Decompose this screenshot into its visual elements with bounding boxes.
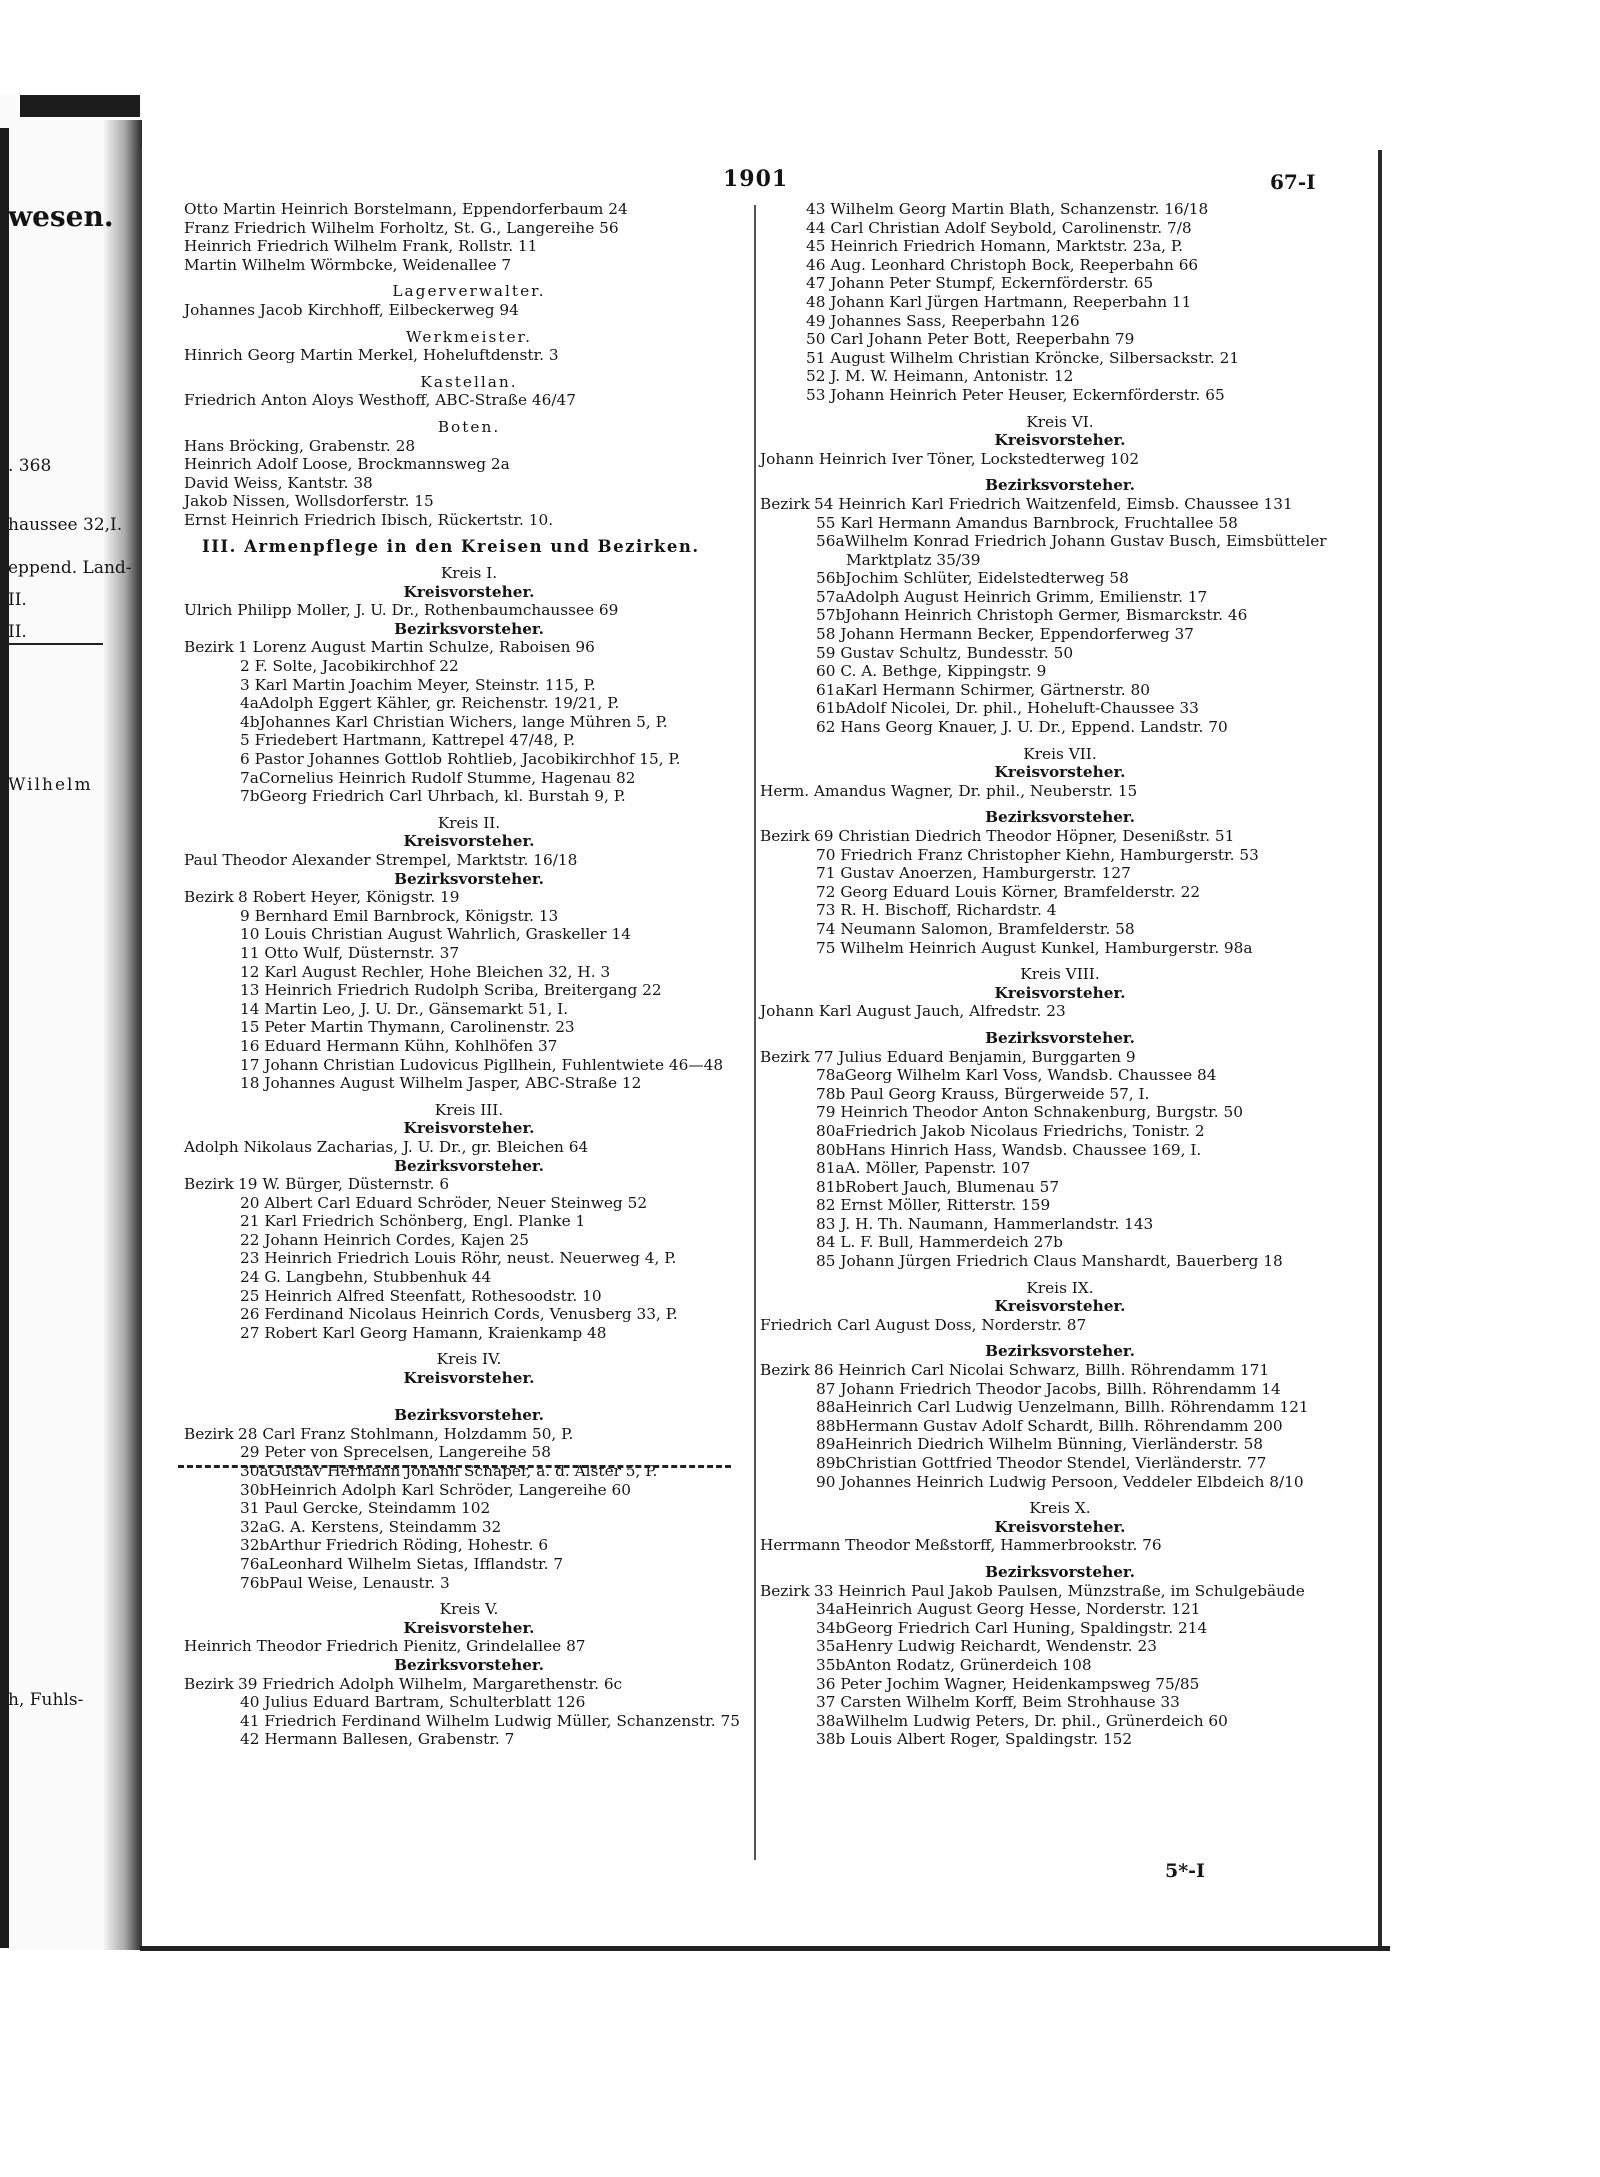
- list-item: 57bJohann Heinrich Christoph Germer, Bismarckstr. 46: [816, 606, 1248, 625]
- prev-fragment: II.: [8, 590, 27, 610]
- list-item: 36 Peter Jochim Wagner, Heidenkampsweg 75/85: [816, 1674, 1200, 1693]
- list-item: 11 Otto Wulf, Düsternstr. 37: [240, 943, 460, 962]
- kreis-title: Kreis IV.: [436, 1350, 502, 1369]
- previous-page-top-shadow: [20, 95, 140, 117]
- list-item: 21 Karl Friedrich Schönberg, Engl. Planke 1: [240, 1212, 586, 1231]
- list-item: 61aKarl Hermann Schirmer, Gärtnerstr. 80: [816, 680, 1150, 699]
- bezirk-label: Bezirk: [184, 638, 234, 657]
- list-item: 50 Carl Johann Peter Bott, Reeperbahn 79: [806, 330, 1135, 349]
- left-column: [184, 200, 754, 1749]
- list-item: 27 Robert Karl Georg Hamann, Kraienkamp 48: [240, 1323, 607, 1342]
- list-item: 55 Karl Hermann Amandus Barnbrock, Fruchtallee 58: [816, 513, 1238, 532]
- list-item: 43 Wilhelm Georg Martin Blath, Schanzenstr. 16/18: [806, 200, 1209, 218]
- list-item: Hans Bröcking, Grabenstr. 28: [184, 436, 416, 455]
- list-item: Johann Heinrich Iver Töner, Lockstedterweg 102: [760, 449, 1140, 468]
- list-item: 84 L. F. Bull, Hammerdeich 27b: [816, 1233, 1063, 1252]
- list-item: 77 Julius Eduard Benjamin, Burggarten 9: [814, 1047, 1136, 1066]
- list-item: 41 Friedrich Ferdinand Wilhelm Ludwig Müller, Schanzenstr. 75: [240, 1711, 740, 1730]
- dashed-separator: [178, 1465, 731, 1468]
- list-item: 38b Louis Albert Roger, Spaldingstr. 152: [816, 1730, 1133, 1749]
- section-title: III. Armenpflege in den Kreisen und Bezirken.: [202, 536, 700, 556]
- list-item: 88bHermann Gustav Adolf Schardt, Billh. Röhrendamm 200: [816, 1416, 1283, 1435]
- list-item: 48 Johann Karl Jürgen Hartmann, Reeperbahn 11: [806, 292, 1192, 311]
- page-year: 1901: [723, 166, 789, 192]
- list-item: Johannes Jacob Kirchhoff, Eilbeckerweg 94: [184, 300, 519, 319]
- list-item: 59 Gustav Schultz, Bundesstr. 50: [816, 643, 1074, 662]
- kreis-title: Kreis V.: [439, 1600, 499, 1619]
- list-item: 5 Friedebert Hartmann, Kattrepel 47/48, P.: [240, 731, 576, 750]
- list-item: 4bJohannes Karl Christian Wichers, lange Mühren 5, P.: [240, 712, 668, 731]
- bezirk-label: Bezirk: [760, 494, 810, 513]
- list-item: David Weiss, Kantstr. 38: [184, 473, 373, 492]
- list-item: 25 Heinrich Alfred Steenfatt, Rothesoodstr. 10: [240, 1286, 602, 1305]
- list-item: 7aCornelius Heinrich Rudolf Stumme, Hagenau 82: [240, 768, 636, 787]
- bezirk-label: Bezirk: [760, 1581, 810, 1600]
- list-item: Jakob Nissen, Wollsdorferstr. 15: [184, 492, 434, 511]
- list-item: 10 Louis Christian August Wahrlich, Graskeller 14: [240, 925, 631, 944]
- list-item: 89bChristian Gottfried Theodor Stendel, Vierländerstr. 77: [816, 1454, 1267, 1472]
- subheading: Kreisvorsteher.: [994, 1297, 1126, 1316]
- page-bottom-edge: [140, 1946, 1390, 1951]
- list-item: Marktplatz 35/39: [846, 550, 981, 569]
- list-item: 29 Peter von Sprecelsen, Langereihe 58: [240, 1443, 552, 1462]
- list-item: 54 Heinrich Karl Friedrich Waitzenfeld, Eimsb. Chaussee 131: [814, 494, 1293, 513]
- list-item: 4aAdolph Eggert Kähler, gr. Reichenstr. 19/21, P.: [240, 694, 620, 713]
- list-item: 80bHans Hinrich Hass, Wandsb. Chaussee 169, I.: [816, 1140, 1202, 1159]
- list-item: 62 Hans Georg Knauer, J. U. Dr., Eppend. Landstr. 70: [816, 718, 1228, 737]
- page-right-edge: [1378, 150, 1382, 1948]
- subheading: Kreisvorsteher.: [994, 1517, 1126, 1536]
- list-item: 33 Heinrich Paul Jakob Paulsen, Münzstraße, im Schulgebäude: [814, 1581, 1305, 1600]
- list-item: 78aGeorg Wilhelm Karl Voss, Wandsb. Chaussee 84: [816, 1066, 1217, 1085]
- subheading: Bezirksvorsteher.: [394, 869, 544, 888]
- subheading: Bezirksvorsteher.: [394, 1655, 544, 1674]
- list-item: 79 Heinrich Theodor Anton Schnakenburg, Burgstr. 50: [816, 1103, 1243, 1122]
- list-item: 49 Johannes Sass, Reeperbahn 126: [806, 311, 1080, 330]
- list-item: Franz Friedrich Wilhelm Forholtz, St. G., Langereihe 56: [184, 218, 619, 237]
- list-item: Johann Karl August Jauch, Alfredstr. 23: [760, 1002, 1066, 1021]
- prev-rule: [8, 643, 103, 645]
- list-item: 83 J. H. Th. Naumann, Hammerlandstr. 143: [816, 1214, 1154, 1233]
- list-item: 30aGustav Hermann Johann Schaper, a. d. Alster 5, P.: [240, 1462, 658, 1480]
- prev-fragment: II.: [8, 622, 27, 642]
- list-item: 74 Neumann Salomon, Bramfelderstr. 58: [816, 919, 1135, 938]
- kreis-title: Kreis I.: [440, 564, 498, 583]
- bezirk-label: Bezirk: [184, 888, 234, 907]
- list-item: Ulrich Philipp Moller, J. U. Dr., Rothenbaumchaussee 69: [184, 601, 619, 620]
- list-item: 45 Heinrich Friedrich Homann, Marktstr. 23a, P.: [806, 237, 1183, 256]
- bezirk-label: Bezirk: [760, 1047, 810, 1066]
- subheading: Kreisvorsteher.: [994, 763, 1126, 782]
- prev-fragment: haussee 32,I.: [8, 515, 123, 535]
- bezirk-label: Bezirk: [184, 1424, 234, 1443]
- list-item: 52 J. M. W. Heimann, Antonistr. 12: [806, 367, 1074, 386]
- list-item: Adolph Nikolaus Zacharias, J. U. Dr., gr. Bleichen 64: [184, 1137, 589, 1156]
- list-item: 57aAdolph August Heinrich Grimm, Emilienstr. 17: [816, 587, 1208, 606]
- list-item: 80aFriedrich Jakob Nicolaus Friedrichs, Tonistr. 2: [816, 1121, 1205, 1140]
- subheading: Bezirksvorsteher.: [985, 808, 1135, 827]
- list-item: Friedrich Carl August Doss, Norderstr. 87: [760, 1315, 1087, 1334]
- list-item: 26 Ferdinand Nicolaus Heinrich Cords, Venusberg 33, P.: [240, 1305, 678, 1324]
- list-item: 42 Hermann Ballesen, Grabenstr. 7: [240, 1730, 515, 1749]
- list-item: 22 Johann Heinrich Cordes, Kajen 25: [240, 1230, 529, 1249]
- subheading: Kreisvorsteher.: [994, 983, 1126, 1002]
- kreis-title: Kreis III.: [434, 1100, 504, 1119]
- list-item: 90 Johannes Heinrich Ludwig Persoon, Veddeler Elbdeich 8/10: [816, 1472, 1304, 1491]
- kreis-title: Kreis VI.: [1026, 412, 1094, 431]
- page-number: 67-I: [1270, 170, 1316, 194]
- subheading: Kreisvorsteher.: [403, 582, 535, 601]
- list-item: Heinrich Theodor Friedrich Pienitz, Grindelallee 87: [184, 1637, 586, 1656]
- list-item: 72 Georg Eduard Louis Körner, Bramfelderstr. 22: [816, 882, 1201, 901]
- blank-line: [184, 1388, 754, 1407]
- subheading: Bezirksvorsteher.: [985, 1342, 1135, 1361]
- list-item: 3 Karl Martin Joachim Meyer, Steinstr. 115, P.: [240, 675, 596, 694]
- section-heading: Werkmeister.: [405, 327, 533, 346]
- list-item: 78b Paul Georg Krauss, Bürgerweide 57, I.: [816, 1084, 1150, 1103]
- list-item: 31 Paul Gercke, Steindamm 102: [240, 1499, 491, 1518]
- list-item: Herrmann Theodor Meßstorff, Hammerbrookstr. 76: [760, 1536, 1162, 1555]
- list-item: 89aHeinrich Diedrich Wilhelm Bünning, Vierländerstr. 58: [816, 1435, 1264, 1454]
- bezirk-label: Bezirk: [184, 1175, 234, 1194]
- list-item: 20 Albert Carl Eduard Schröder, Neuer Steinweg 52: [240, 1193, 648, 1212]
- list-item: Otto Martin Heinrich Borstelmann, Eppendorferbaum 24: [184, 200, 628, 218]
- subheading: Kreisvorsteher.: [403, 832, 535, 851]
- column-divider: [754, 205, 756, 1860]
- list-item: 9 Bernhard Emil Barnbrock, Königstr. 13: [240, 906, 559, 925]
- subheading: Kreisvorsteher.: [994, 431, 1126, 450]
- list-item: 7bGeorg Friedrich Carl Uhrbach, kl. Burstah 9, P.: [240, 787, 626, 806]
- list-item: 28 Carl Franz Stohlmann, Holzdamm 50, P.: [238, 1424, 574, 1443]
- list-item: 81bRobert Jauch, Blumenau 57: [816, 1177, 1060, 1196]
- kreis-title: Kreis VIII.: [1020, 965, 1100, 984]
- prev-fragment: eppend. Land-: [8, 558, 132, 578]
- section-heading: Lagerverwalter.: [392, 282, 546, 301]
- signature-mark: 5*-I: [1165, 1860, 1205, 1882]
- list-item: 86 Heinrich Carl Nicolai Schwarz, Billh. Röhrendamm 171: [814, 1361, 1270, 1380]
- list-item: 75 Wilhelm Heinrich August Kunkel, Hamburgerstr. 98a: [816, 938, 1253, 957]
- list-item: Friedrich Anton Aloys Westhoff, ABC-Straße 46/47: [184, 391, 576, 410]
- list-item: 60 C. A. Bethge, Kippingstr. 9: [816, 662, 1047, 681]
- prev-fragment: wesen.: [8, 200, 114, 233]
- list-item: Herm. Amandus Wagner, Dr. phil., Neuberstr. 15: [760, 781, 1138, 800]
- subheading: Bezirksvorsteher.: [394, 619, 544, 638]
- list-item: 32bArthur Friedrich Röding, Hohestr. 6: [240, 1536, 549, 1555]
- list-item: 23 Heinrich Friedrich Louis Röhr, neust. Neuerweg 4, P.: [240, 1249, 677, 1268]
- list-item: 37 Carsten Wilhelm Korff, Beim Strohhause 33: [816, 1693, 1180, 1712]
- kreis-title: Kreis VII.: [1023, 744, 1097, 763]
- list-item: 61bAdolf Nicolei, Dr. phil., Hoheluft-Chaussee 33: [816, 699, 1199, 718]
- list-item: 70 Friedrich Franz Christopher Kiehn, Hamburgerstr. 53: [816, 845, 1259, 864]
- list-item: 82 Ernst Möller, Ritterstr. 159: [816, 1196, 1051, 1215]
- list-item: 69 Christian Diedrich Theodor Höpner, Desenißstr. 51: [814, 827, 1235, 845]
- list-item: 88aHeinrich Carl Ludwig Uenzelmann, Billh. Röhrendamm 121: [816, 1398, 1309, 1417]
- kreis-title: Kreis IX.: [1026, 1278, 1094, 1297]
- list-item: 81aA. Möller, Papenstr. 107: [816, 1159, 1031, 1178]
- list-item: 1 Lorenz August Martin Schulze, Raboisen 96: [238, 638, 595, 657]
- list-item: 47 Johann Peter Stumpf, Eckernförderstr. 65: [806, 274, 1154, 293]
- subheading: Kreisvorsteher.: [403, 1369, 535, 1388]
- list-item: 16 Eduard Hermann Kühn, Kohlhöfen 37: [240, 1036, 558, 1055]
- list-item: 35aHenry Ludwig Reichardt, Wendenstr. 23: [816, 1637, 1157, 1656]
- list-item: 24 G. Langbehn, Stubbenhuk 44: [240, 1268, 492, 1287]
- list-item: Paul Theodor Alexander Strempel, Marktstr. 16/18: [184, 851, 578, 869]
- list-item: 53 Johann Heinrich Peter Heuser, Eckernförderstr. 65: [806, 385, 1225, 404]
- list-item: 12 Karl August Rechler, Hohe Bleichen 32, H. 3: [240, 962, 611, 981]
- bezirk-label: Bezirk: [760, 1361, 810, 1380]
- list-item: 58 Johann Hermann Becker, Eppendorferweg 37: [816, 625, 1194, 644]
- list-item: 40 Julius Eduard Bartram, Schulterblatt 126: [240, 1693, 586, 1712]
- list-item: 14 Martin Leo, J. U. Dr., Gänsemarkt 51, I.: [240, 999, 569, 1018]
- list-item: 19 W. Bürger, Düsternstr. 6: [238, 1175, 450, 1194]
- subheading: Bezirksvorsteher.: [985, 1028, 1135, 1047]
- list-item: 15 Peter Martin Thymann, Carolinenstr. 23: [240, 1018, 575, 1037]
- list-item: 17 Johann Christian Ludovicus Pigllhein, Fuhlentwiete 46—48: [240, 1055, 724, 1074]
- subheading: Bezirksvorsteher.: [394, 1406, 544, 1425]
- list-item: 51 August Wilhelm Christian Kröncke, Silbersackstr. 21: [806, 348, 1240, 367]
- list-item: 73 R. H. Bischoff, Richardstr. 4: [816, 901, 1057, 920]
- list-item: 44 Carl Christian Adolf Seybold, Carolinenstr. 7/8: [806, 218, 1192, 237]
- list-item: 38aWilhelm Ludwig Peters, Dr. phil., Grünerdeich 60: [816, 1711, 1228, 1730]
- kreis-title: Kreis II.: [437, 813, 501, 832]
- list-item: 46 Aug. Leonhard Christoph Bock, Reeperbahn 66: [806, 255, 1199, 274]
- list-item: 8 Robert Heyer, Königstr. 19: [238, 888, 460, 907]
- list-item: Heinrich Adolf Loose, Brockmannsweg 2a: [184, 455, 510, 474]
- list-item: 18 Johannes August Wilhelm Jasper, ABC-Straße 12: [240, 1074, 642, 1093]
- list-item: 85 Johann Jürgen Friedrich Claus Manshardt, Bauerberg 18: [816, 1252, 1283, 1271]
- section-heading: Kastellan.: [420, 372, 518, 391]
- list-item: 2 F. Solte, Jacobikirchhof 22: [240, 657, 459, 676]
- list-item: 76bPaul Weise, Lenaustr. 3: [240, 1573, 450, 1592]
- right-column: [760, 200, 1360, 1749]
- list-item: 30bHeinrich Adolph Karl Schröder, Langereihe 60: [240, 1480, 632, 1499]
- prev-fragment: Wilhelm: [8, 775, 93, 795]
- subheading: Kreisvorsteher.: [403, 1119, 535, 1138]
- list-item: 34aHeinrich August Georg Hesse, Norderstr. 121: [816, 1600, 1201, 1619]
- subheading: Bezirksvorsteher.: [985, 476, 1135, 495]
- list-item: 6 Pastor Johannes Gottlob Rohtlieb, Jacobikirchhof 15, P.: [240, 750, 681, 769]
- subheading: Bezirksvorsteher.: [985, 1562, 1135, 1581]
- prev-fragment: h, Fuhls-: [8, 1690, 84, 1710]
- list-item: 71 Gustav Anoerzen, Hamburgerstr. 127: [816, 864, 1131, 883]
- list-item: 76aLeonhard Wilhelm Sietas, Ifflandstr. 7: [240, 1554, 564, 1573]
- subheading: Kreisvorsteher.: [403, 1618, 535, 1637]
- book-gutter-shadow: [104, 120, 142, 1950]
- list-item: Heinrich Friedrich Wilhelm Frank, Rollstr. 11: [184, 237, 538, 256]
- kreis-title: Kreis X.: [1029, 1499, 1091, 1518]
- list-item: 56aWilhelm Konrad Friedrich Johann Gustav Busch, Eimsbütteler: [816, 532, 1327, 551]
- bezirk-label: Bezirk: [760, 827, 810, 845]
- list-item: 87 Johann Friedrich Theodor Jacobs, Billh. Röhrendamm 14: [816, 1379, 1281, 1398]
- list-item: Hinrich Georg Martin Merkel, Hoheluftdenstr. 3: [184, 346, 559, 365]
- section-heading: Boten.: [437, 417, 501, 436]
- bezirk-label: Bezirk: [184, 1674, 234, 1693]
- previous-page-edge: [0, 128, 9, 1948]
- list-item: 13 Heinrich Friedrich Rudolph Scriba, Breitergang 22: [240, 981, 662, 1000]
- list-item: Ernst Heinrich Friedrich Ibisch, Rückertstr. 10.: [184, 510, 554, 529]
- list-item: 35bAnton Rodatz, Grünerdeich 108: [816, 1655, 1092, 1674]
- list-item: 34bGeorg Friedrich Carl Huning, Spaldingstr. 214: [816, 1618, 1208, 1637]
- list-item: 32aG. A. Kerstens, Steindamm 32: [240, 1517, 502, 1536]
- list-item: 56bJochim Schlüter, Eidelstedterweg 58: [816, 569, 1129, 588]
- list-item: 39 Friedrich Adolph Wilhelm, Margarethenstr. 6c: [238, 1674, 623, 1693]
- prev-fragment: . 368: [8, 456, 52, 476]
- subheading: Bezirksvorsteher.: [394, 1156, 544, 1175]
- list-item: Martin Wilhelm Wörmbcke, Weidenallee 7: [184, 255, 512, 274]
